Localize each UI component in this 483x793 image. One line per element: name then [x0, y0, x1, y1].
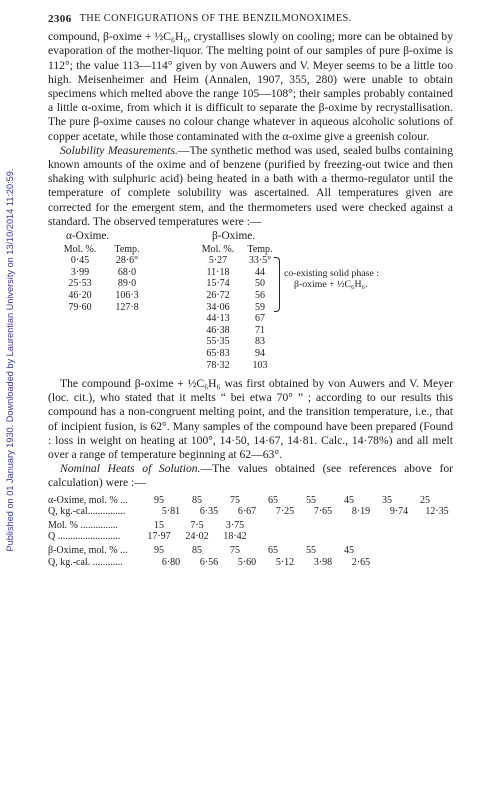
table-cell: 5·27	[208, 255, 228, 267]
table-cell: 68·0	[117, 266, 137, 278]
table-cell: 103	[252, 359, 268, 371]
table-cell: 85	[192, 494, 202, 506]
table-cell: 7·25	[275, 505, 295, 517]
table-cell: 55	[306, 494, 316, 506]
page-header	[48, 12, 453, 26]
table-cell: 65	[268, 494, 278, 506]
table-cell: 7·65	[313, 505, 333, 517]
alpha-temp-col	[102, 255, 152, 313]
table-cell: 44·13	[206, 313, 230, 325]
beta-temp-header: Temp.	[247, 243, 273, 255]
running-title: THE CONFIGURATIONS OF THE BENZILMONOXIMES.	[79, 13, 352, 24]
beta-mol-col	[196, 255, 240, 371]
mix-mol-row: Mol. % ............... 15 7·5 3·75	[48, 520, 453, 531]
table-cell: 35	[382, 494, 392, 506]
heats-table	[48, 495, 453, 568]
table-cell: 46·20	[68, 290, 92, 302]
table-cell: 89·0	[117, 278, 137, 290]
table-cell: 95	[154, 494, 164, 506]
brace	[274, 257, 280, 312]
table-cell: 2·65	[351, 556, 371, 568]
mix-q-row: Q ......................... 17·97 24·02 18·42	[48, 531, 453, 542]
table-cell: 25·53	[68, 278, 92, 290]
solubility-table	[48, 231, 453, 377]
download-notice-sidebar	[2, 80, 18, 640]
beta-mol-header: Mol. %.	[201, 243, 235, 255]
heats-heading: Nominal Heats of Solution.	[60, 462, 201, 476]
table-cell: 67	[255, 313, 265, 325]
table-cell: 15	[154, 520, 164, 532]
alpha-q-row: Q, kg.-cal............... 5·81 6·35 6·67 7·25 7·65 8·19 9·74 12·35	[48, 506, 453, 517]
table-cell: 9·74	[389, 505, 409, 517]
table-cell: 3·75	[225, 520, 245, 532]
brace-note-line-2: β-oxime + ½C₆H₆.	[294, 279, 368, 291]
table-cell: 33·5°	[248, 255, 272, 267]
table-cell: 5·12	[275, 556, 295, 568]
page-body	[48, 12, 453, 571]
table-cell: 83	[255, 336, 265, 348]
table-cell: 46·38	[206, 324, 230, 336]
table-cell: 26·72	[206, 290, 230, 302]
table-cell: 44	[255, 266, 265, 278]
table-cell: 3·98	[313, 556, 333, 568]
table-cell: 34·06	[206, 301, 230, 313]
table-cell: 6·35	[199, 505, 219, 517]
table-cell: 8·19	[351, 505, 371, 517]
alpha-title: α-Oxime.	[66, 230, 110, 243]
table-cell: 71	[255, 324, 265, 336]
alpha-mol-header: Mol. %.	[63, 243, 97, 255]
table-cell: 50	[255, 278, 265, 290]
table-cell: 3·99	[70, 266, 90, 278]
table-cell: 95	[154, 545, 164, 557]
solubility-heading: Solubility Measurements.	[60, 143, 178, 157]
table-cell: 79·60	[68, 301, 92, 313]
table-cell: 127·8	[115, 301, 139, 313]
table-cell: 65·83	[206, 347, 230, 359]
table-cell: 7·5	[190, 520, 204, 532]
table-cell: 28·6°	[115, 255, 139, 267]
table-cell: 59	[255, 301, 265, 313]
beta-q-row: Q, kg.-cal. ............ 6·80 6·56 5·60 5·12 3·98 2·65	[48, 557, 453, 568]
table-cell: 56	[255, 290, 265, 302]
table-cell: 94	[255, 347, 265, 359]
table-cell: 65	[268, 545, 278, 557]
paragraph-2	[48, 144, 453, 229]
table-cell: 12·35	[425, 505, 449, 517]
table-cell: 25	[420, 494, 430, 506]
beta-table	[196, 231, 280, 371]
table-cell: 18·42	[223, 531, 247, 543]
table-cell: 55	[306, 545, 316, 557]
table-cell: 78·32	[206, 359, 230, 371]
download-notice-text: Published on 01 January 1930. Downloaded by Laurentian University on 13/10/2014 11:20:59.	[5, 168, 15, 552]
brace-note-line-1: co-existing solid phase :	[284, 268, 379, 280]
beta-mol-row: β-Oxime, mol. % ... 95 85 75 65 55 45	[48, 545, 453, 556]
table-cell: 75	[230, 494, 240, 506]
alpha-mol-row: α-Oxime, mol. % ... 95 85 75 65 55 45 35 25	[48, 495, 453, 506]
table-cell: 24·02	[185, 531, 209, 543]
table-cell: 55·35	[206, 336, 230, 348]
table-cell: 85	[192, 545, 202, 557]
paragraph-2-text: —The synthetic method was used, sealed bulbs containing known amounts of the oxime and of benzene (purified by freezing-out twice and then shaking with sulphuric acid) being heated in a bath with a thermo-regulator until the temperature of complete solubility was ascertained. All temperatures given are corrected for the emergent stem, and the thermometers used were checked against a standard. The observed temperatures were :—	[48, 143, 453, 228]
table-cell: 15·74	[206, 278, 230, 290]
table-cell: 17·97	[147, 531, 171, 543]
alpha-temp-header: Temp.	[114, 243, 140, 255]
table-cell: 45	[344, 545, 354, 557]
table-cell: 5·81	[161, 505, 181, 517]
table-cell: 5·60	[237, 556, 257, 568]
paragraph-4	[48, 462, 453, 490]
table-cell: 6·56	[199, 556, 219, 568]
alpha-mol-col	[58, 255, 102, 313]
paragraph-4-text: —The values obtained (see references above for calculation) were :—	[48, 462, 453, 490]
table-cell: 75	[230, 545, 240, 557]
alpha-table	[58, 231, 152, 313]
table-cell: 106·3	[115, 290, 139, 302]
table-cell: 45	[344, 494, 354, 506]
page-number: 2306	[48, 13, 72, 25]
paragraph-3: The compound β-oxime + ½C₆H₆ was first obtained by von Auwers and V. Meyer (loc. cit.), who stated that it melts “ bei etwa 70° ” ; according to our results this compound has a non-congruent melting point, and the transition temperature, i.e., that of incipient fusion, is 62°. Many samples of the compound have been prepared (Found : loss in weight on heating at 100°, 14·50, 14·67, 14·81. Calc., 14·78%) and all melt over a range of temperature beginning at 62—63°.	[48, 377, 453, 462]
table-cell: 6·67	[237, 505, 257, 517]
beta-title: β-Oxime.	[212, 230, 256, 243]
table-cell: 6·80	[161, 556, 181, 568]
paragraph-1: compound, β-oxime + ½C₆H₆, crystallises slowly on cooling; more can be obtained by evaporation of the mother-liquor. The melting point of our samples of pure β-oxime is 112°; the value 113—114° given by von Auwers and V. Meyer seems to be a little too high. Meisenheimer and Heim (Annalen, 1907, 355, 280) were unable to obtain specimens which melted above the range 105—108°; their samples probably contained a little α-oxime, from which it is difficult to separate the β-oxime by recrystallisation. The pure β-oxime causes no colour change whatever in aqueous alcoholic solutions of copper acetate, while those contaminated with the α-oxime give a greenish colour.	[48, 30, 453, 143]
table-cell: 0·45	[70, 255, 90, 267]
brace-note	[284, 268, 379, 290]
table-cell: 11·18	[206, 266, 230, 278]
